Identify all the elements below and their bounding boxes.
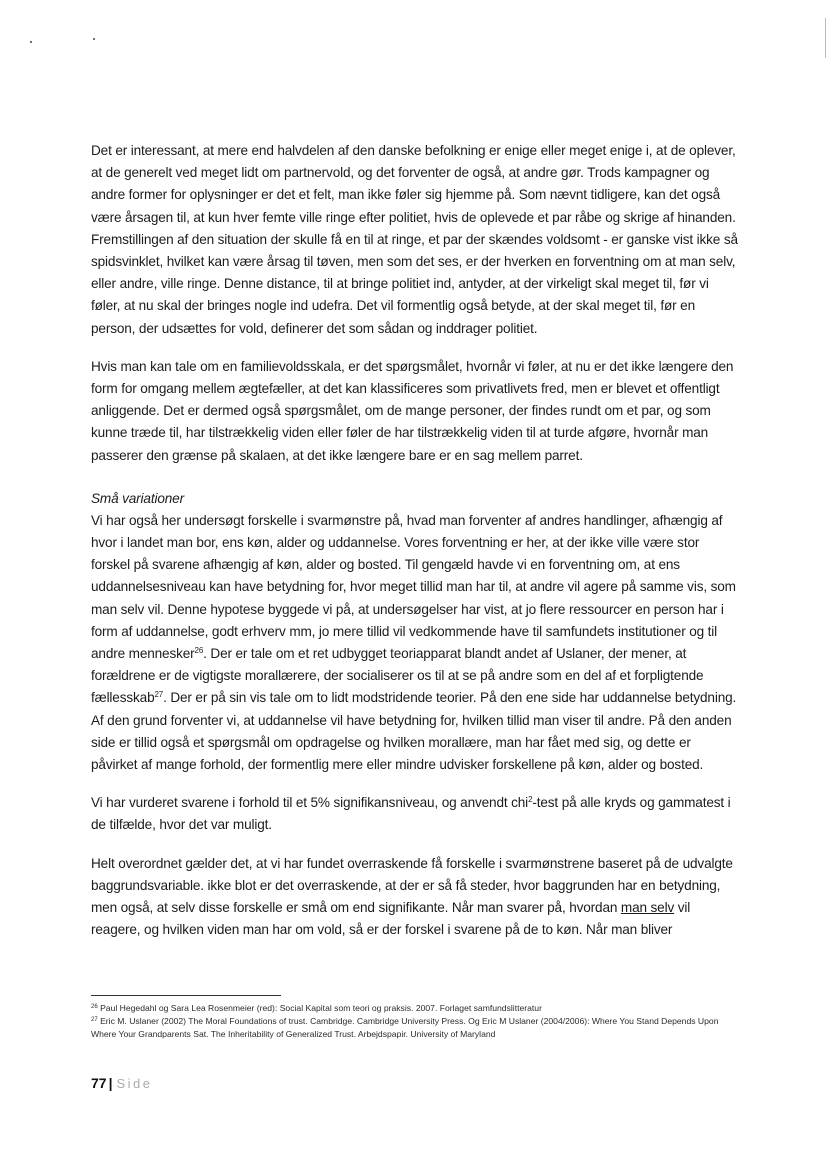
footnotes: [91, 1002, 731, 1041]
paragraph-text: . Der er tale om et ret udbygget teoriapparat blandt andet af Uslaner, der mener, at forældrene er de vigtigste morallærere, der socialiserer os til at se på andre som en del af et forpligtende fællesskab: [91, 646, 704, 706]
paragraph: Det er interessant, at mere end halvdelen af den danske befolkning er enige eller meget enige i, at de oplever, at de generelt ved meget lidt om partnervold, og det forventer de også, at andre gør. Trods kampagner og andre former for oplysninger er det et felt, man ikke føler sig hjemme på. Som nævnt tidligere, kan det også være årsagen til, at kun hver femte ville ringe efter politiet, hvis de oplevede et par råbe og skrige af hinanden. Fremstillingen af den situation der skulle få en til at ringe, et par der skændes voldsomt - er ganske vist ikke så spidsvinklet, hvilket kan være årsag til tøven, men som det ses, er der hverken en forventning om at man selv, eller andre, ville ringe. Denne distance, til at bringe politiet ind, antyder, at der virkeligt skal meget til, før vi føler, at nu skal der bringes nogle ind udefra. Det vil formentlig også betyde, at der skal meget til, før en person, der udsættes for vold, definerer det som sådan og inddrager politiet.: [91, 143, 738, 336]
scan-edge-mark: [825, 18, 826, 58]
footnote: [91, 1015, 731, 1041]
footnote-text: Eric M. Uslaner (2002) The Moral Foundations of trust. Cambridge. Cambridge University Press. Og Eric M Uslaner (2004/2006): Where You Stand Depends Upon Where Your Grandparents Sat. The Inheritability of Generalized Trust. Arbejdspapir. University of Maryland: [91, 1016, 719, 1039]
paragraph-text: Helt overordnet gælder det, at vi har fundet overraskende få forskelle i svarmønstrene baseret på de udvalgte baggrundsvariable. ikke blot er det overraskende, at der er så få steder, hvor baggrunden har en betydning, men også, at selv disse forskelle er små om end signifikante. Når man svarer på, hvordan: [91, 855, 733, 916]
side-label: Side: [116, 1076, 153, 1091]
page-number: 77: [91, 1075, 107, 1091]
paragraph-text: Vi har også her undersøgt forskelle i svarmønstre på, hvad man forventer af andres handlinger, afhængig af hvor i landet man bor, ens køn, alder og uddannelse. Vores forventning er her, at der ikke ville være stor forskel på svarene afhængig af køn, alder og bosted. Til gengæld havde vi en forventning om, at ens uddannelsesniveau kan have betydning for, hvor meget tillid man har til, at andre vil agere på samme vis, som man selv vil. Denne hypotese byggede vi på, at undersøgelser har vist, at jo flere ressourcer en person har i form af uddannelse, godt erhverv mm, jo mere tillid vil vedkommende have til samfundets institutioner og til andre mennesker: [91, 512, 736, 662]
paragraph: Hvis man kan tale om en familievoldsskala, er det spørgsmålet, hvornår vi føler, at nu er det ikke længere den form for omgang mellem ægtefæller, at det kan klassificeres som privatlivets fred, men er blevet et offentligt anliggende. Det er dermed også spørgsmålet, om de mange personer, der findes rundt om et par, og som kunne træde til, har tilstrækkelig viden eller føler de har tilstrækkelig viden til at turde afgøre, hvornår man passerer den grænse på skalaen, at det ikke længere bare er en sag mellem parret.: [91, 358, 734, 463]
scan-speck: [93, 38, 95, 40]
paragraph: [91, 853, 739, 942]
section-heading: Små variationer: [91, 490, 184, 506]
footnote-divider: [91, 995, 281, 996]
paragraph-text: vil reagere, og hvilken viden man har om vold, så er der forskel i svarene på de to køn. Når man bliver: [91, 900, 691, 938]
paragraph: [91, 510, 739, 776]
underlined-text: man selv: [620, 900, 675, 916]
footnote-number: 26: [91, 1004, 98, 1010]
paragraph-text: . Der er på sin vis tale om to lidt modstridende teorier. På den ene side har uddannelse betydning. Af den grund forventer vi, at uddannelse vil have betydning for, hvilken tillid man viser til andre. På den anden side er tillid også et spørgsmål om opdragelse og hvilken morallære, man har fået med sig, og dette er påvirket af mange forhold, der formentlig mere eller mindre udvisker forskellene på køn, alder og bosted.: [91, 690, 737, 773]
paragraph: [91, 792, 739, 836]
footnote-ref: 26: [194, 646, 204, 656]
paragraph-text: Vi har vurderet svarene i forhold til et 5% signifikansniveau, og anvendt chi: [91, 795, 529, 811]
footnote: [91, 1002, 731, 1015]
superscript: 2: [528, 795, 533, 805]
scan-speck: [30, 41, 32, 43]
page-footer: [91, 1075, 153, 1091]
paragraph-text: -test på alle kryds og gammatest i de tilfælde, hvor det var muligt.: [91, 795, 731, 833]
footnote-text: Paul Hegedahl og Sara Lea Rosenmeier (red): Social Kapital som teori og praksis. 2007. Forlaget samfundslitteratur: [97, 1003, 542, 1013]
footer-separator: |: [108, 1075, 113, 1091]
footnote-ref: 27: [154, 690, 164, 700]
footnote-number: 27: [91, 1017, 98, 1023]
body-text: [91, 140, 739, 958]
